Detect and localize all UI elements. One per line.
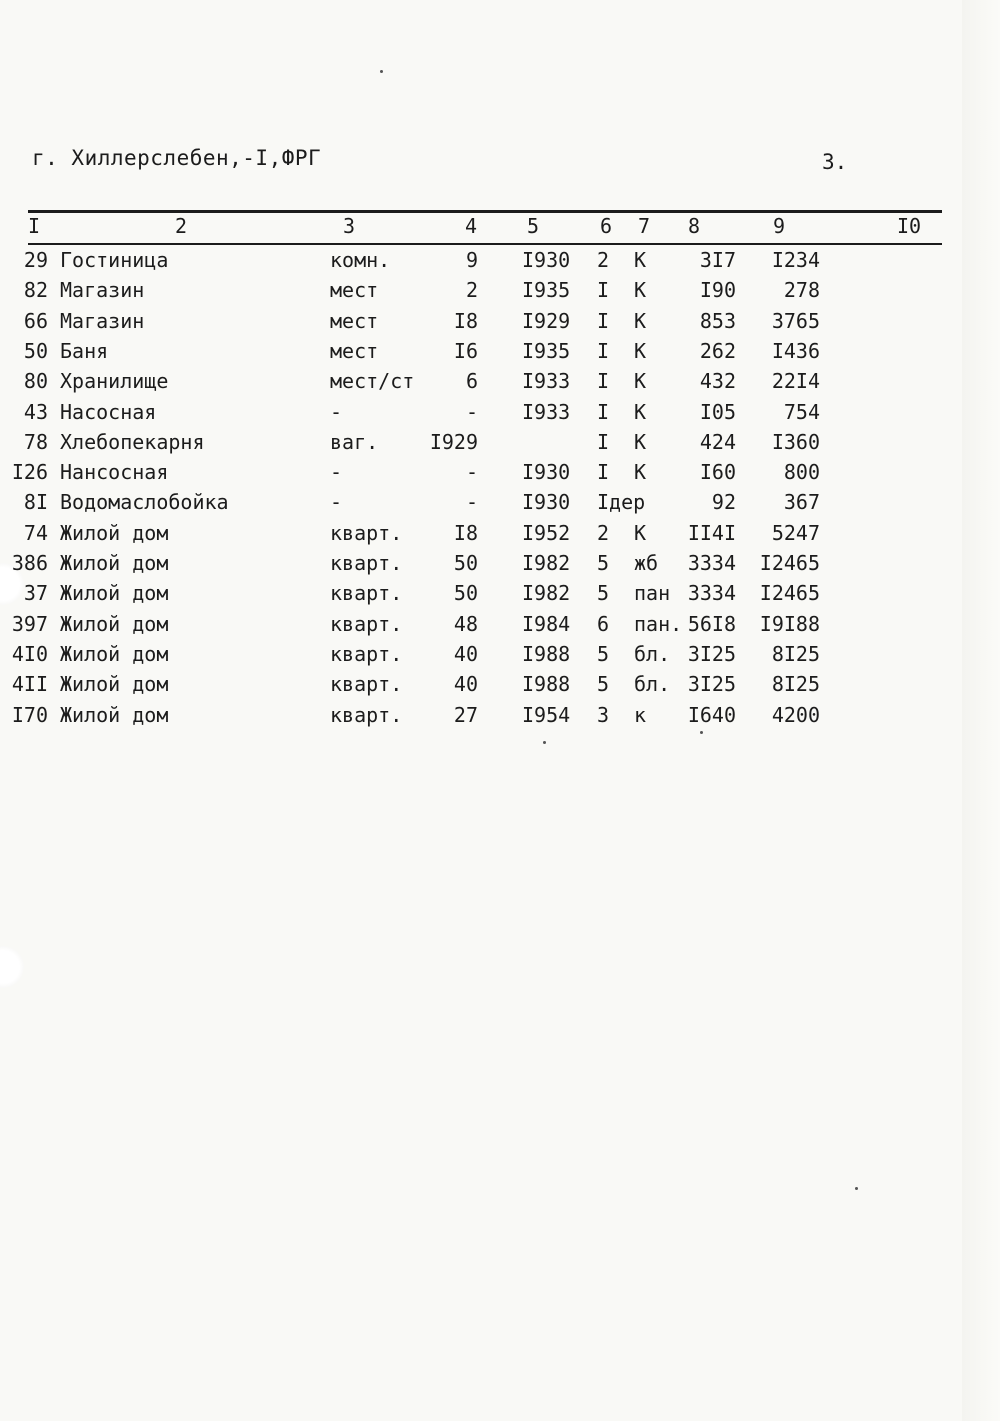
table-cell-c8: 3334 bbox=[687, 551, 736, 575]
column-header-7: 7 bbox=[638, 214, 651, 238]
table-cell-c8: 3I7 bbox=[699, 248, 736, 272]
table-cell-c7: бл. bbox=[634, 641, 671, 666]
table-cell-c5: I954 bbox=[522, 702, 571, 727]
table-cell-c4: I8 bbox=[453, 308, 478, 333]
table-cell-c7: К bbox=[634, 248, 647, 272]
table-cell-c7: К bbox=[634, 429, 647, 454]
table-cell-c3: кварт. bbox=[330, 641, 403, 666]
column-header-10: I0 bbox=[897, 214, 922, 238]
table-cell-c1: 80 bbox=[23, 369, 48, 394]
table-cell-c5: I952 bbox=[522, 520, 571, 545]
table-cell-c4: 50 bbox=[453, 581, 478, 606]
table-cell-c5: I984 bbox=[522, 611, 571, 636]
column-header-4: 4 bbox=[465, 214, 478, 238]
table-cell-c6: 3 bbox=[597, 702, 610, 727]
table-cell-c7: К bbox=[634, 338, 647, 363]
table-cell-c7: К bbox=[634, 460, 647, 485]
column-header-5: 5 bbox=[527, 214, 540, 238]
table-cell-c6: 6 bbox=[597, 611, 610, 636]
table-cell-c3: мест bbox=[330, 338, 379, 363]
table-cell-c9: 8I25 bbox=[771, 672, 820, 697]
table-cell-c9: 278 bbox=[783, 278, 820, 303]
paper-speck bbox=[543, 741, 546, 744]
table-cell-c4: 50 bbox=[453, 551, 478, 575]
table-cell-c4: - bbox=[465, 399, 478, 424]
table-cell-c6: I bbox=[597, 338, 610, 363]
table-cell-c4: I929 bbox=[429, 429, 478, 454]
table-cell-c4: 48 bbox=[453, 611, 478, 636]
table-cell-c1: 66 bbox=[23, 308, 48, 333]
table-cell-c9: 800 bbox=[783, 460, 820, 485]
table-cell-c3: - bbox=[330, 399, 343, 424]
table-cell-c1: 4I0 bbox=[11, 641, 48, 666]
table-cell-c9: I360 bbox=[771, 429, 820, 454]
table-cell-c2: Жилой дом bbox=[60, 520, 169, 545]
table-cell-c1: 4II bbox=[11, 672, 48, 697]
table-cell-c4: - bbox=[465, 460, 478, 485]
table-cell-c2: Жилой дом bbox=[60, 641, 169, 666]
table-cell-c8: 262 bbox=[699, 338, 736, 363]
table-cell-c2: Жилой дом bbox=[60, 581, 169, 606]
column-header-9: 9 bbox=[773, 214, 786, 238]
table-cell-c7: К bbox=[634, 278, 647, 303]
table-cell-c4: - bbox=[465, 490, 478, 515]
table-cell-c9: 8I25 bbox=[771, 641, 820, 666]
table-cell-c2: Жилой дом bbox=[60, 611, 169, 636]
table-cell-c1: 29 bbox=[23, 248, 48, 272]
column-header-2: 2 bbox=[175, 214, 188, 238]
table-cell-c9: I436 bbox=[771, 338, 820, 363]
table-cell-c3: кварт. bbox=[330, 581, 403, 606]
table-cell-c1: 37 bbox=[23, 581, 48, 606]
table-cell-c6: I bbox=[597, 399, 610, 424]
table-cell-c4: I8 bbox=[453, 520, 478, 545]
table-cell-c2: Жилой дом bbox=[60, 702, 169, 727]
table-cell-c3: кварт. bbox=[330, 702, 403, 727]
table-cell-c9: I234 bbox=[771, 248, 820, 272]
table-cell-c6: I bbox=[597, 429, 610, 454]
table-cell-c6: Iдер bbox=[597, 490, 646, 515]
table-cell-c3: мест bbox=[330, 308, 379, 333]
table-cell-c5: I988 bbox=[522, 641, 571, 666]
table-cell-c8: 853 bbox=[699, 308, 736, 333]
table-cell-c2: Нансосная bbox=[60, 460, 169, 485]
table-cell-c5: I930 bbox=[522, 460, 571, 485]
table-cell-c4: 2 bbox=[465, 278, 478, 303]
table-cell-c9: 4200 bbox=[771, 702, 820, 727]
table-cell-c5: I935 bbox=[522, 338, 571, 363]
table-cell-c8: 56I8 bbox=[687, 611, 736, 636]
table-cell-c7: К bbox=[634, 369, 647, 394]
column-header-1: I bbox=[28, 214, 41, 238]
table-cell-c8: I640 bbox=[687, 702, 736, 727]
table-cell-c1: 74 bbox=[23, 520, 48, 545]
table-cell-c4: 27 bbox=[453, 702, 478, 727]
paper-speck bbox=[380, 70, 383, 73]
table-cell-c1: 386 bbox=[11, 551, 48, 575]
table-cell-c6: 5 bbox=[597, 672, 610, 697]
table-cell-c5: I988 bbox=[522, 672, 571, 697]
table-cell-c2: Магазин bbox=[60, 308, 145, 333]
table-cell-c3: кварт. bbox=[330, 520, 403, 545]
table-cell-c7: К bbox=[634, 520, 647, 545]
table-cell-c4: I6 bbox=[453, 338, 478, 363]
table-cell-c2: Гостиница bbox=[60, 248, 169, 272]
table-cell-c8: I60 bbox=[699, 460, 736, 485]
table-cell-c1: I26 bbox=[11, 460, 48, 485]
table-cell-c8: 3I25 bbox=[687, 641, 736, 666]
table-cell-c2: Водомаслобойка bbox=[60, 490, 229, 515]
table-cell-c3: кварт. bbox=[330, 551, 403, 575]
table-cell-c6: 5 bbox=[597, 551, 610, 575]
table-cell-c2: Насосная bbox=[60, 399, 157, 424]
table-cell-c6: 5 bbox=[597, 641, 610, 666]
table-cell-c8: 3I25 bbox=[687, 672, 736, 697]
table-cell-c8: 432 bbox=[699, 369, 736, 394]
table-cell-c1: I70 bbox=[11, 702, 48, 727]
table-cell-c6: I bbox=[597, 369, 610, 394]
table-cell-c7: к bbox=[634, 702, 647, 727]
table-cell-c7: жб bbox=[634, 551, 659, 575]
table-cell-c3: ваг. bbox=[330, 429, 379, 454]
table-cell-c9: I2465 bbox=[759, 581, 820, 606]
table-cell-c8: II4I bbox=[687, 520, 736, 545]
table-cell-c6: I bbox=[597, 308, 610, 333]
table-cell-c3: мест bbox=[330, 278, 379, 303]
punch-hole bbox=[0, 946, 24, 988]
table-cell-c5: I933 bbox=[522, 369, 571, 394]
table-cell-c1: 43 bbox=[23, 399, 48, 424]
table-cell-c8: I05 bbox=[699, 399, 736, 424]
column-header-8: 8 bbox=[688, 214, 701, 238]
table-cell-c7: пан. bbox=[634, 611, 683, 636]
table-cell-c8: 424 bbox=[699, 429, 736, 454]
table-cell-c7: К bbox=[634, 399, 647, 424]
table-cell-c2: Жилой дом bbox=[60, 672, 169, 697]
table-cell-c3: комн. bbox=[330, 248, 391, 272]
page-number: 3. bbox=[822, 150, 848, 174]
table-cell-c9: 3765 bbox=[771, 308, 820, 333]
table-cell-c3: - bbox=[330, 460, 343, 485]
table-cell-c6: 2 bbox=[597, 248, 610, 272]
table-cell-c4: 9 bbox=[465, 248, 478, 272]
table-cell-c5: I933 bbox=[522, 399, 571, 424]
table-cell-c2: Жилой дом bbox=[60, 551, 169, 575]
table-cell-c5: I930 bbox=[522, 248, 571, 272]
table-cell-c6: I bbox=[597, 460, 610, 485]
column-header-6: 6 bbox=[600, 214, 613, 238]
table-cell-c5: I930 bbox=[522, 490, 571, 515]
table-cell-c7: бл. bbox=[634, 672, 671, 697]
table-cell-c6: 5 bbox=[597, 581, 610, 606]
table-cell-c9: I2465 bbox=[759, 551, 820, 575]
table-cell-c8: 3334 bbox=[687, 581, 736, 606]
table-cell-c1: 82 bbox=[23, 278, 48, 303]
table-cell-c4: 40 bbox=[453, 641, 478, 666]
table-cell-c9: 5247 bbox=[771, 520, 820, 545]
table-cell-c7: К bbox=[634, 308, 647, 333]
table-cell-c5: I929 bbox=[522, 308, 571, 333]
table-cell-c3: - bbox=[330, 490, 343, 515]
table-cell-c5: I982 bbox=[522, 581, 571, 606]
paper-edge bbox=[962, 0, 1000, 1421]
table-cell-c3: кварт. bbox=[330, 672, 403, 697]
table-cell-c4: 6 bbox=[465, 369, 478, 394]
table-cell-c1: 50 bbox=[23, 338, 48, 363]
table-cell-c9: 754 bbox=[783, 399, 820, 424]
table-cell-c4: 40 bbox=[453, 672, 478, 697]
table-cell-c9: I9I88 bbox=[759, 611, 820, 636]
table-cell-c9: 22I4 bbox=[771, 369, 820, 394]
table-cell-c1: 8I bbox=[23, 490, 48, 515]
table-cell-c1: 78 bbox=[23, 429, 48, 454]
paper-speck bbox=[855, 1187, 858, 1190]
table-header-rule bbox=[28, 243, 942, 245]
paper-speck bbox=[700, 731, 703, 734]
table-cell-c2: Хлебопекарня bbox=[60, 429, 205, 454]
table-cell-c5: I982 bbox=[522, 551, 571, 575]
table-cell-c1: 397 bbox=[11, 611, 48, 636]
table-cell-c2: Баня bbox=[60, 338, 109, 363]
table-cell-c5: I935 bbox=[522, 278, 571, 303]
table-cell-c6: I bbox=[597, 278, 610, 303]
table-cell-c2: Хранилище bbox=[60, 369, 169, 394]
table-cell-c6: 2 bbox=[597, 520, 610, 545]
column-header-3: 3 bbox=[343, 214, 356, 238]
table-cell-c8: I90 bbox=[699, 278, 736, 303]
document-title: г. Хиллерслебен,-I,ФРГ bbox=[32, 146, 322, 170]
table-cell-c3: мест/ст bbox=[330, 369, 415, 394]
table-cell-c2: Магазин bbox=[60, 278, 145, 303]
table-top-rule bbox=[28, 210, 942, 213]
table-cell-c3: кварт. bbox=[330, 611, 403, 636]
table-cell-c9: 367 bbox=[783, 490, 820, 515]
table-cell-c8: 92 bbox=[711, 490, 736, 515]
table-cell-c7: пан bbox=[634, 581, 671, 606]
